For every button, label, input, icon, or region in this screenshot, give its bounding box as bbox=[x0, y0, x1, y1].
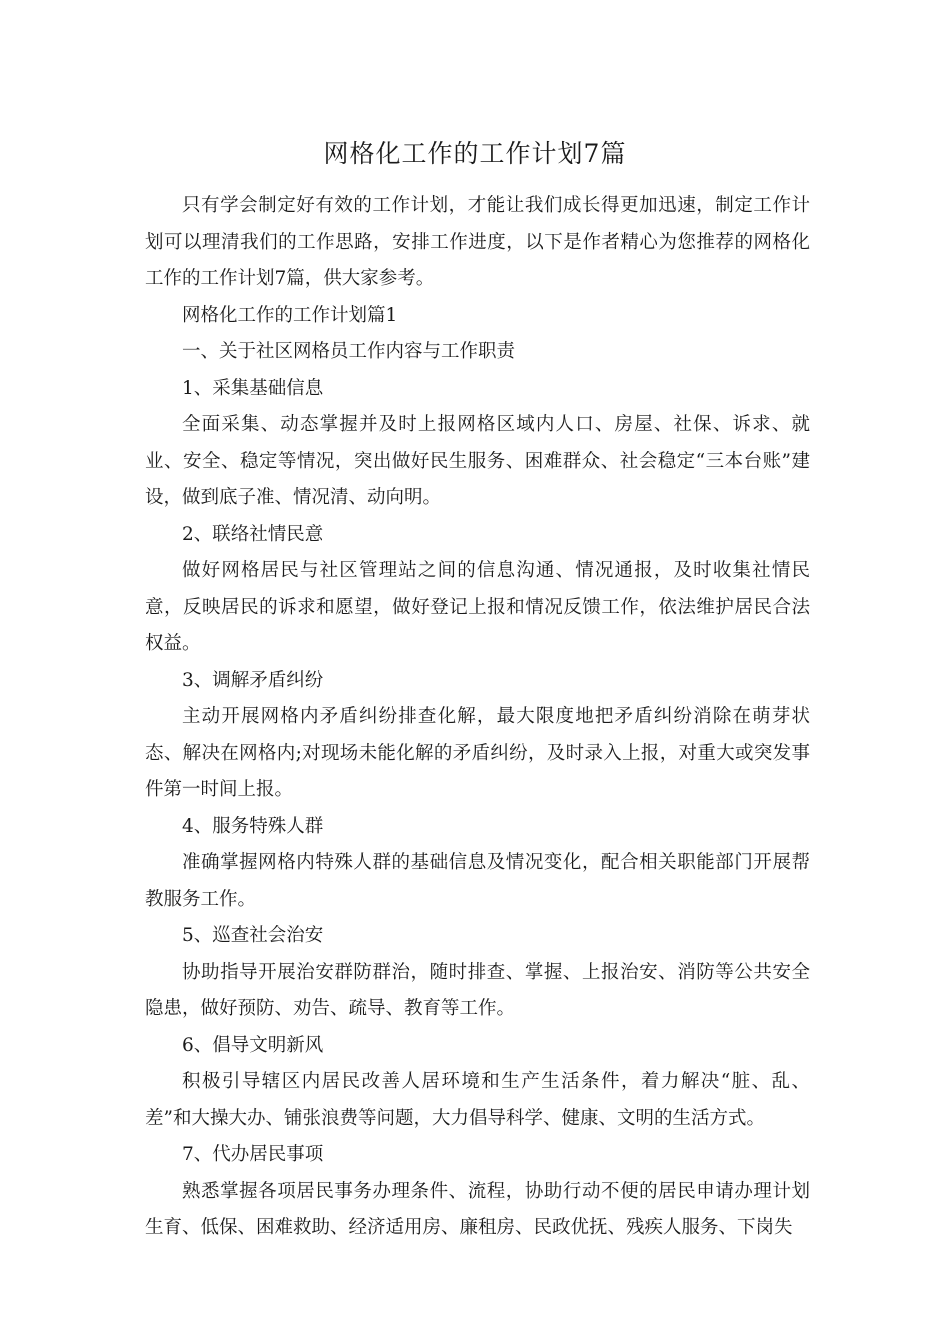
body-paragraph: 熟悉掌握各项居民事务办理条件、流程，协助行动不便的居民申请办理计划生育、低保、困难救助、经济适用房、廉租房、民政优抚、残疾人服务、下岗失 bbox=[145, 1180, 810, 1238]
document-body bbox=[145, 188, 810, 1247]
body-paragraph: 做好网格居民与社区管理站之间的信息沟通、情况通报，及时收集社情民意，反映居民的诉求和愿望，做好登记上报和情况反馈工作，依法维护居民合法权益。 bbox=[145, 560, 810, 654]
body-paragraph: 全面采集、动态掌握并及时上报网格区域内人口、房屋、社保、诉求、就业、安全、稳定等情况，突出做好民生服务、困难群众、社会稳定“三本台账”建设，做到底子准、情况清、动向明。 bbox=[145, 414, 810, 508]
section-subheading: 一、关于社区网格员工作内容与工作职责 bbox=[182, 341, 516, 362]
body-paragraph: 积极引导辖区内居民改善人居环境和生产生活条件，着力解决“脏、乱、差”和大操大办、铺张浪费等问题，大力倡导科学、健康、文明的生活方式。 bbox=[145, 1071, 810, 1129]
item-heading: 1、采集基础信息 bbox=[182, 377, 324, 399]
item-heading: 2、联络社情民意 bbox=[182, 523, 324, 545]
body-paragraph: 协助指导开展治安群防群治，随时排查、掌握、上报治安、消防等公共安全隐患，做好预防、劝告、疏导、教育等工作。 bbox=[145, 961, 810, 1019]
document-title: 网格化工作的工作计划7篇 bbox=[323, 139, 627, 168]
body-paragraph: 主动开展网格内矛盾纠纷排查化解，最大限度地把矛盾纠纷消除在萌芽状态、解决在网格内;对现场未能化解的矛盾纠纷，及时录入上报，对重大或突发事件第一时间上报。 bbox=[145, 706, 810, 800]
item-heading: 5、巡查社会治安 bbox=[182, 925, 324, 946]
intro-paragraph: 只有学会制定好有效的工作计划，才能让我们成长得更加迅速，制定工作计划可以理清我们的工作思路，安排工作进度，以下是作者精心为您推荐的网格化工作的工作计划7篇，供大家参考。 bbox=[145, 195, 810, 289]
item-heading: 7、代办居民事项 bbox=[182, 1144, 324, 1165]
section-heading: 网格化工作的工作计划篇1 bbox=[182, 304, 398, 326]
body-paragraph: 准确掌握网格内特殊人群的基础信息及情况变化，配合相关职能部门开展帮教服务工作。 bbox=[145, 852, 810, 910]
item-heading: 3、调解矛盾纠纷 bbox=[182, 669, 324, 691]
item-heading: 6、倡导文明新风 bbox=[182, 1034, 324, 1056]
item-heading: 4、服务特殊人群 bbox=[182, 815, 324, 837]
